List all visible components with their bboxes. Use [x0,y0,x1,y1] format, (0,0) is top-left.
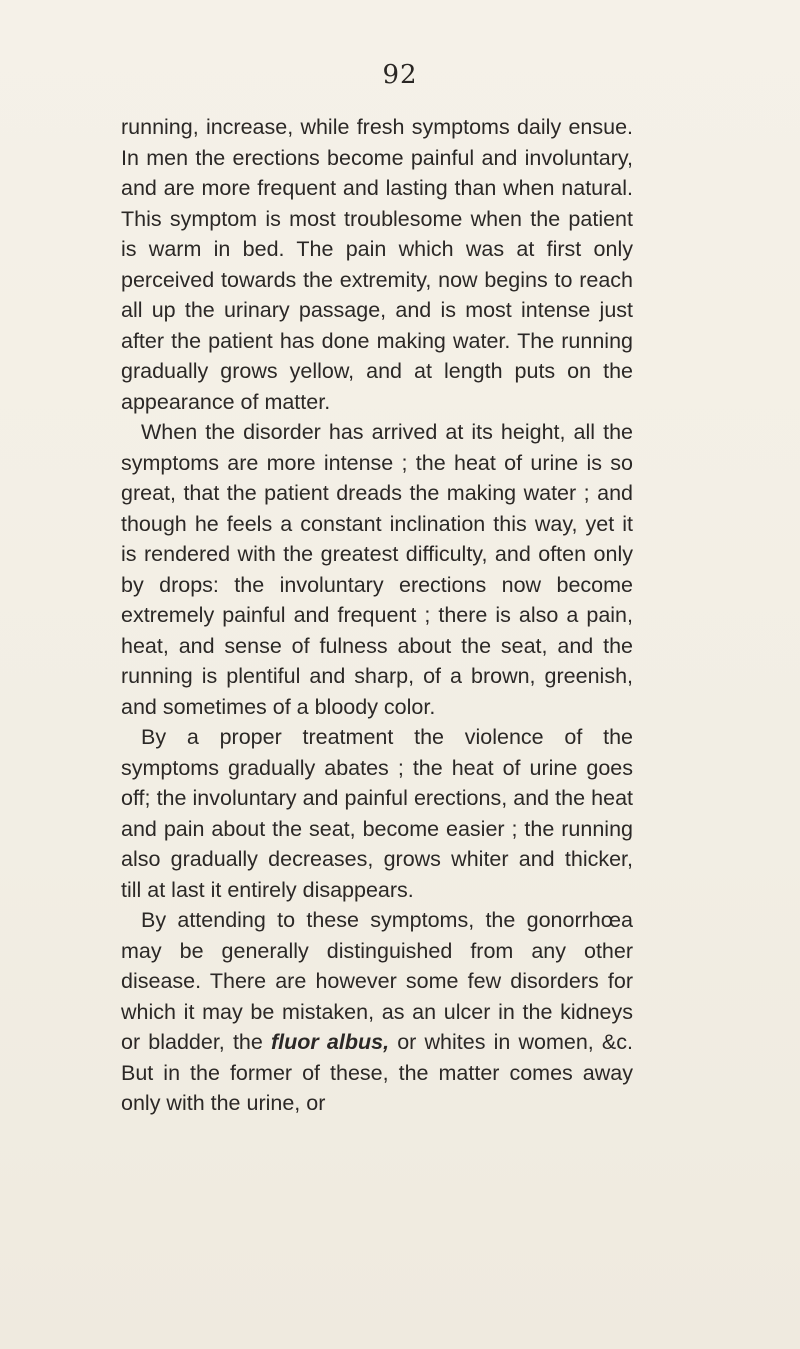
paragraph-3: By a proper treatment the violence of the symptoms gradually abates ; the heat of urine goes off; the involuntary and painful erections, and the heat and pain about the seat, become easier ; the running also gradually decreases, grows whiter and thicker, till at last it entirely disappears. [121,725,633,902]
body-text [121,112,633,1119]
page-number: 92 [382,60,418,90]
paragraph-4-italic-term: fluor albus, [271,1030,390,1054]
paragraph-4 [121,905,633,1119]
paragraph-1: running, increase, while fresh symptoms daily ensue. In men the erections become painful and involuntary, and are more frequent and lasting than when natural. This symptom is most troublesome when the patient is warm in bed. The pain which was at first only perceived towards the extremity, now begins to reach all up the urinary passage, and is most intense just after the patient has done making water. The running gradually grows yellow, and at length puts on the appearance of matter. [121,115,633,414]
paragraph-2: When the disorder has arrived at its height, all the symptoms are more intense ; the heat of urine is so great, that the patient dreads the making water ; and though he feels a constant inclination this way, yet it is rendered with the greatest difficulty, and often only by drops: the involuntary erections now become extremely painful and frequent ; there is also a pain, heat, and sense of fulness about the seat, and the running is plentiful and sharp, of a brown, greenish, and sometimes of a bloody color. [121,420,633,719]
paragraph-4-text-before: By attending to these symptoms, the gonorrhœa may be generally distinguished from any other disease. There are however some few disorders for which it may be mistaken, as an ulcer in the kidneys or bladder, the [121,908,633,1054]
paragraph-4-text-after: or whites in women, &c. But in the former of these, the matter comes away only with the urine, or [121,1030,633,1115]
